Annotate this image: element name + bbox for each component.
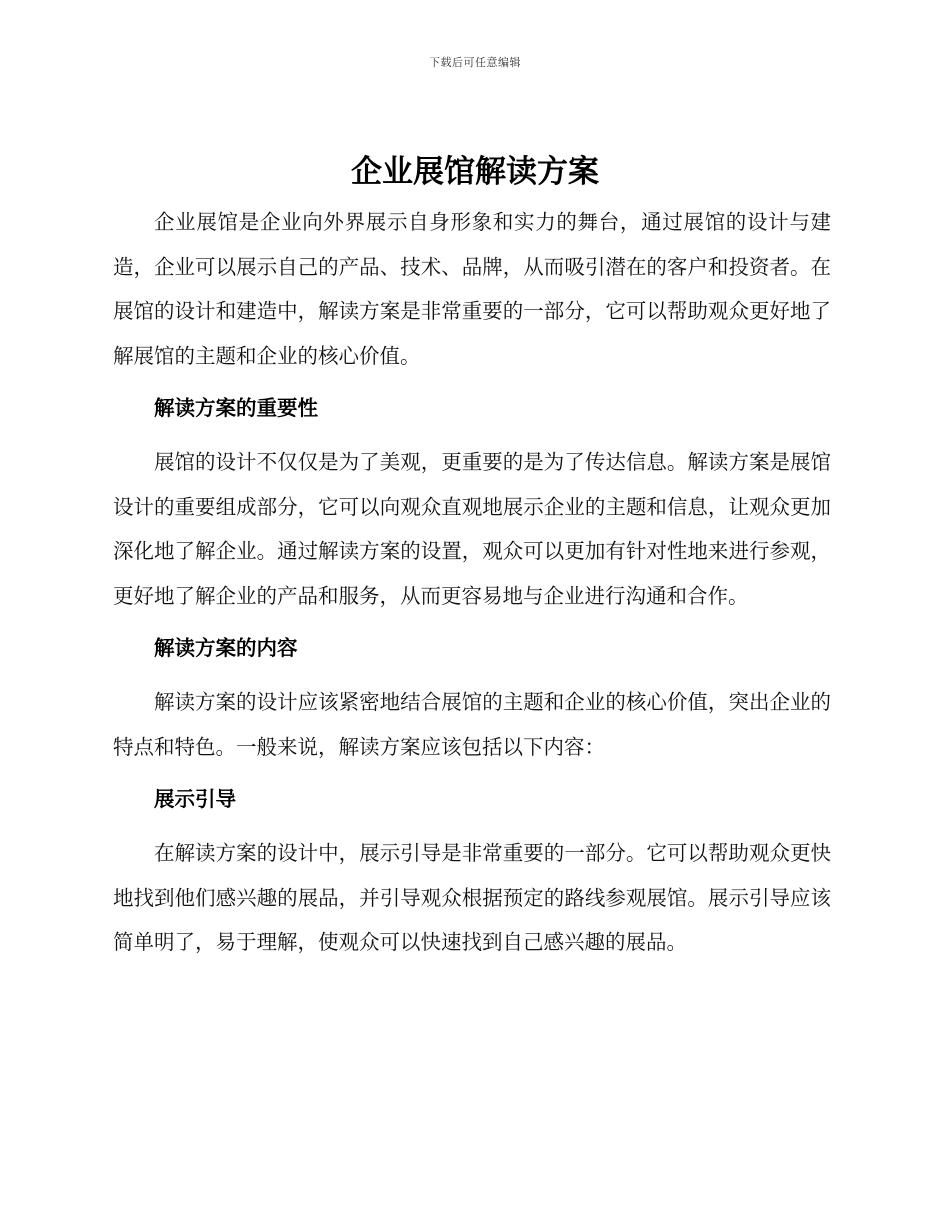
section-heading-content: 解读方案的内容 [154,636,298,660]
section-heading-guidance: 展示引导 [154,787,236,811]
document-body [113,200,831,965]
section-paragraph-importance: 展馆的设计不仅仅是为了美观，更重要的是为了传达信息。解读方案是展馆设计的重要组成部分，它可以向观众直观地展示企业的主题和信息，让观众更加深化地了解企业。通过解读方案的设置，观众可以更加有针对性地来进行参观，更好地了解企业的产品和服务，从而更容易地与企业进行沟通和合作。 [113,450,831,608]
section-heading-importance: 解读方案的重要性 [154,396,318,420]
section-paragraph-content: 解读方案的设计应该紧密地结合展馆的主题和企业的核心价值，突出企业的特点和特色。一般来说，解读方案应该包括以下内容： [113,690,831,759]
intro-paragraph: 企业展馆是企业向外界展示自身形象和实力的舞台，通过展馆的设计与建造，企业可以展示自己的产品、技术、品牌，从而吸引潜在的客户和投资者。在展馆的设计和建造中，解读方案是非常重要的一部分，它可以帮助观众更好地了解展馆的主题和企业的核心价值。 [113,210,831,368]
document-title: 企业展馆解读方案 [351,154,599,190]
section-paragraph-guidance: 在解读方案的设计中，展示引导是非常重要的一部分。它可以帮助观众更快地找到他们感兴趣的展品，并引导观众根据预定的路线参观展馆。展示引导应该简单明了，易于理解，使观众可以快速找到自己感兴趣的展品。 [113,841,831,954]
page-header-note: 下载后可任意编辑 [429,56,521,69]
